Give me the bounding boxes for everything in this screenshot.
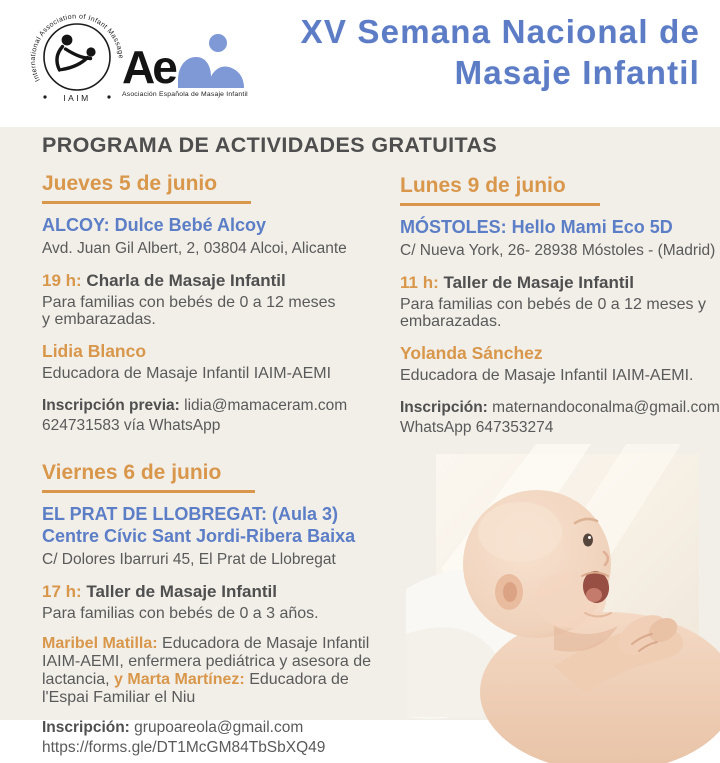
event-jueves-5 — [42, 172, 390, 435]
event-address: Avd. Juan Gil Albert, 2, 03804 Alcoi, Alicante — [42, 240, 347, 257]
event-audience: Para familias con bebés de 0 a 12 meses y embarazadas. — [42, 294, 336, 328]
event-address: C/ Dolores Ibarruri 45, El Prat de Llobregat — [42, 551, 336, 568]
event-activity: Taller de Masaje Infantil — [86, 582, 277, 601]
baby-photo — [436, 454, 699, 717]
aemi-caption: Asociación Española de Masaje Infantil — [122, 91, 248, 98]
educator2-desc: Educadora de l'Espai Familiar el Niu — [42, 671, 349, 706]
event-date: Lunes 9 de junio — [400, 174, 600, 206]
event-educator-role: Educadora de Masaje Infantil IAIM-AEMI. — [400, 367, 694, 384]
event-time-activity — [42, 582, 390, 602]
event-viernes-6 — [42, 441, 390, 757]
iaim-figure-icon — [57, 35, 96, 70]
header-band — [0, 0, 720, 127]
event-venue-line2: Centre Cívic Sant Jordi-Ribera Baixa — [42, 526, 356, 546]
inscription-phone: WhatsApp 647353274 — [400, 418, 554, 436]
title-line1: XV Semana Nacional de — [300, 13, 700, 50]
event-time-activity — [42, 271, 390, 291]
column-left — [42, 172, 390, 763]
event-date: Jueves 5 de junio — [42, 172, 251, 204]
event-time: 17 h: — [42, 582, 82, 601]
event-venue-line1: EL PRAT DE LLOBREGAT: (Aula 3) — [42, 504, 339, 524]
inscription-email: grupoareola@gmail.com — [134, 719, 304, 736]
event-audience: Para familias con bebés de 0 a 12 meses y embarazadas. — [400, 296, 706, 330]
aemi-figures-icon — [177, 34, 247, 88]
event-educator-name: Yolanda Sánchez — [400, 343, 543, 363]
column-right — [400, 174, 720, 443]
event-time: 19 h: — [42, 271, 82, 290]
event-inscription — [400, 398, 720, 437]
educator1-name: Maribel Matilla: — [42, 635, 158, 652]
event-venue: MÓSTOLES: Hello Mami Eco 5D — [400, 217, 673, 237]
event-inscription — [42, 396, 390, 435]
event-educator-name: Lidia Blanco — [42, 341, 147, 361]
event-time: 11 h: — [400, 273, 439, 292]
baby-photo-illustration — [436, 454, 699, 717]
event-lunes-9 — [400, 174, 720, 437]
event-educators — [42, 635, 387, 707]
inscription-email: lidia@mamaceram.com — [184, 397, 348, 414]
event-date: Viernes 6 de junio — [42, 461, 255, 493]
inscription-phone: 624731583 vía WhatsApp — [42, 416, 221, 434]
inscription-url: https://forms.gle/DT1McGM84TbSbXQ49 — [42, 738, 326, 756]
educator1-desc: Educadora de Masaje Infantil IAIM-AEMI, enfermera pediátrica y asesora de lactancia, — [42, 635, 372, 688]
inscription-label: Inscripción: — [400, 399, 488, 416]
page-title — [301, 12, 700, 94]
iaim-arc-text: International Association of Infant Massage — [29, 13, 125, 83]
aemi-wordmark: Ae — [122, 40, 175, 93]
iaim-acronym: IAIM — [63, 93, 91, 103]
event-inscription — [42, 718, 390, 757]
iaim-logo — [28, 12, 126, 108]
inscription-email: maternandoconalma@gmail.com — [492, 399, 720, 416]
title-line2: Masaje Infantil — [454, 53, 700, 91]
program-heading: PROGRAMA DE ACTIVIDADES GRATUITAS — [42, 133, 498, 157]
inscription-label: Inscripción: — [42, 719, 130, 736]
aemi-logo — [122, 34, 252, 106]
event-audience: Para familias con bebés de 0 a 3 años. — [42, 605, 319, 622]
event-activity: Taller de Masaje Infantil — [443, 273, 635, 292]
event-venue: ALCOY: Dulce Bebé Alcoy — [42, 215, 267, 235]
event-time-activity — [400, 273, 720, 293]
event-educator-role: Educadora de Masaje Infantil IAIM-AEMI — [42, 365, 332, 382]
event-activity: Charla de Masaje Infantil — [86, 271, 286, 290]
event-address: C/ Nueva York, 26- 28938 Móstoles - (Madrid) — [400, 242, 716, 259]
inscription-label: Inscripción previa: — [42, 397, 180, 414]
educator2-name: y Marta Martínez: — [114, 671, 245, 688]
